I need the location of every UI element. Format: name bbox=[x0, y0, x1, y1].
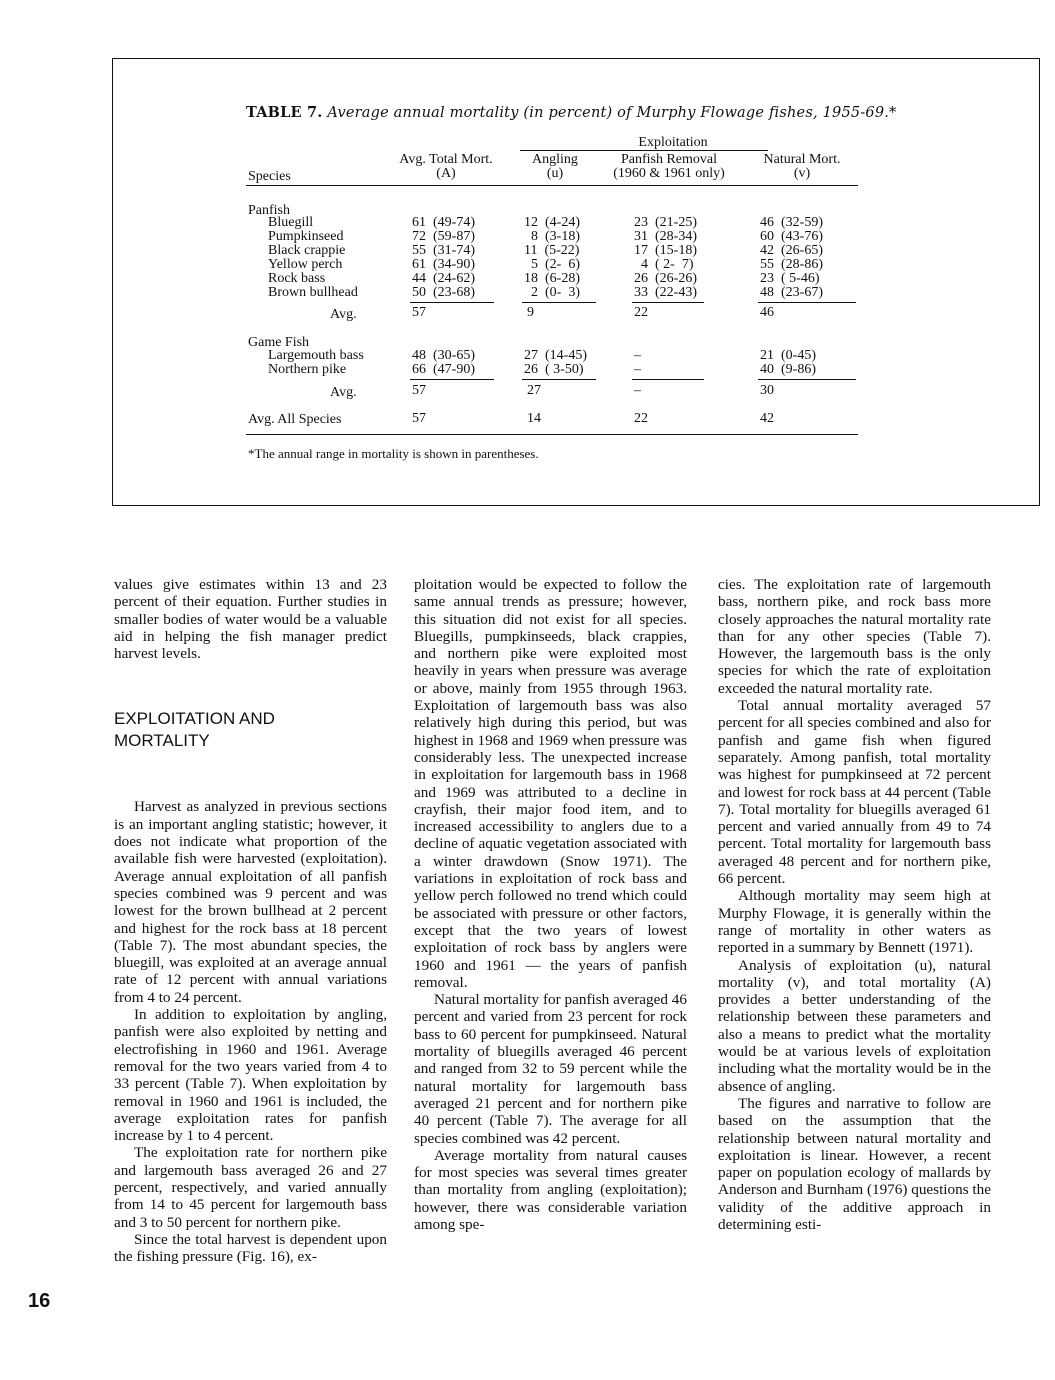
subtotal-rule bbox=[410, 302, 494, 303]
row-angling: 2 (0- 3) bbox=[524, 285, 580, 300]
row-total: 72 (59-87) bbox=[412, 229, 475, 244]
paragraph: Average mortality from natural causes for most species was several times greater than mortality from angling (exploitation); however, there was considerable variation among spe- bbox=[414, 1146, 687, 1233]
section-heading-line-1: EXPLOITATION AND bbox=[114, 709, 275, 729]
avg-natural: 46 bbox=[760, 305, 774, 320]
paragraph: Harvest as analyzed in previous sections is an important angling statistic; however, it does not indicate what proportion of the available fish were harvested (exploitation). Average annual exploitation of all panfish species combined was 9 percent and was lowest for the brown bullhead at 2 percent and highest for the rock bass at 18 percent (Table 7). The most abundant species, the bluegill, was exploited at an average annual rate of 12 percent with annual variations from 4 to 24 percent. bbox=[114, 798, 387, 1006]
row-natural: 60 (43-76) bbox=[760, 229, 823, 244]
row-angling: 8 (3-18) bbox=[524, 229, 580, 244]
header-total-2: (A) bbox=[436, 166, 456, 181]
header-natural-2: (v) bbox=[793, 166, 811, 181]
all-natural: 42 bbox=[760, 411, 774, 426]
header-removal-1: Panfish Removal bbox=[620, 152, 718, 167]
row-angling: 11 (5-22) bbox=[524, 243, 580, 258]
paragraph: Although mortality may seem high at Murphy Flowage, it is generally within the range of mortality in other waters as reported in a summary by Bennett (1971). bbox=[718, 887, 991, 957]
row-species: Rock bass bbox=[268, 271, 326, 286]
row-species: Brown bullhead bbox=[268, 285, 358, 300]
row-removal: 26 (26-26) bbox=[634, 271, 697, 286]
row-species: Yellow perch bbox=[268, 257, 343, 272]
group-game-fish: Game Fish bbox=[248, 335, 310, 350]
avg-removal: 22 bbox=[634, 305, 648, 320]
text-column-2 bbox=[414, 576, 687, 1233]
avg-total: 57 bbox=[412, 383, 426, 398]
subtotal-rule bbox=[758, 302, 856, 303]
paragraph: The figures and narrative to follow are based on the assumption that the relationship between natural mortality and exploitation is linear. However, a recent paper on population ecology of mallards by Anderson and Burnham (1976) questions the validity of the additive approach in determining esti- bbox=[718, 1094, 991, 1233]
row-natural: 23 ( 5-46) bbox=[760, 271, 820, 286]
header-species: Species bbox=[248, 169, 291, 184]
page-number: 16 bbox=[28, 1290, 51, 1312]
header-exploitation: Exploitation bbox=[638, 135, 708, 150]
subtotal-rule bbox=[522, 379, 596, 380]
row-total: 61 (34-90) bbox=[412, 257, 475, 272]
group-panfish: Panfish bbox=[248, 203, 290, 218]
row-total: 55 (31-74) bbox=[412, 243, 475, 258]
subtotal-rule bbox=[632, 379, 704, 380]
all-removal: 22 bbox=[634, 411, 648, 426]
table-caption-text: Average annual mortality (in percent) of Murphy Flowage fishes, 1955-69.* bbox=[327, 105, 897, 121]
row-angling: 12 (4-24) bbox=[524, 215, 580, 230]
row-species: Black crappie bbox=[268, 243, 346, 258]
row-species: Northern pike bbox=[268, 362, 347, 377]
section-heading-line-2: MORTALITY bbox=[114, 731, 210, 751]
paragraph: Total annual mortality averaged 57 percent for all species combined and also for panfish and game fish when figured separately. Among panfish, total mortality was highest for pumpkinseed at 72 percent and lowest for rock bass at 44 percent (Table 7). Total mortality for bluegills averaged 61 percent and varied annually from 49 to 74 percent. Total mortality for largemouth bass averaged 48 percent and for northern pike, 66 percent. bbox=[718, 697, 991, 888]
row-natural: 48 (23-67) bbox=[760, 285, 823, 300]
row-natural: 46 (32-59) bbox=[760, 215, 823, 230]
subtotal-rule bbox=[410, 379, 494, 380]
row-species: Bluegill bbox=[268, 215, 314, 230]
row-total: 61 (49-74) bbox=[412, 215, 475, 230]
paragraph: Since the total harvest is dependent upon the fishing pressure (Fig. 16), ex- bbox=[114, 1230, 387, 1266]
row-total: 48 (30-65) bbox=[412, 348, 475, 363]
header-rule bbox=[246, 185, 858, 186]
all-species-label: Avg. All Species bbox=[248, 412, 342, 427]
paragraph: ploitation would be expected to follow the same annual trends as pressure; however, this situation did not exist for all species. Bluegills, pumpkinseeds, black crappies, and northern pike were exploited most heavily in years when pressure was average or above, mainly from 1955 through 1963. Exploitation of largemouth bass was also relatively high during this period, but was highest in 1968 and 1969 when pressure was considerably less. The unexpected increase in exploitation for largemouth bass in 1968 and 1969 was attributed to a decline in crayfish, their major food item, and to increased accessibility to anglers due to a decline of aquatic vegetation associated with a winter drawdown (Snow 1971). The variations in exploitation of rock bass and yellow perch followed no trend which could be associated with pressure or other factors, except that the two years of lowest exploitation of rock bass by anglers were 1960 and 1961 — the years of panfish removal. bbox=[414, 576, 687, 991]
row-angling: 18 (6-28) bbox=[524, 271, 580, 286]
header-angling-2: (u) bbox=[546, 166, 564, 181]
subtotal-rule bbox=[632, 302, 704, 303]
avg-removal: – bbox=[634, 383, 641, 398]
text-column-1 bbox=[114, 576, 387, 1266]
all-total: 57 bbox=[412, 411, 426, 426]
header-total-1: Avg. Total Mort. bbox=[399, 152, 493, 167]
table-caption bbox=[246, 104, 897, 121]
row-total: 44 (24-62) bbox=[412, 271, 475, 286]
row-removal: 23 (21-25) bbox=[634, 215, 697, 230]
row-natural: 40 (9-86) bbox=[760, 362, 816, 377]
paragraph: Natural mortality for panfish averaged 46 percent and varied from 23 percent for rock bass to 60 percent for pumpkinseed. Natural mortality of bluegills averaged 46 percent and ranged from 32 to 59 percent while the natural mortality for largemouth bass averaged 21 percent and for northern pike 40 percent (Table 7). The average for all species combined was 42 percent. bbox=[414, 991, 687, 1147]
row-removal: – bbox=[634, 348, 641, 363]
table-label: TABLE 7. bbox=[246, 104, 323, 121]
subtotal-rule bbox=[522, 302, 596, 303]
paragraph: In addition to exploitation by angling, panfish were also exploited by netting and electrofishing in 1960 and 1961. Average removal for the two years varied from 4 to 33 percent (Table 7). When exploitation by removal in 1960 and 1961 is included, the average exploitation rates for panfish increase by 1 to 4 percent. bbox=[114, 1006, 387, 1145]
row-species: Pumpkinseed bbox=[268, 229, 344, 244]
row-removal: 33 (22-43) bbox=[634, 285, 697, 300]
paragraph: cies. The exploitation rate of largemouth bass, northern pike, and rock bass more closely approaches the natural mortality rate than for any other species (Table 7). However, the largemouth bass is the only species for which the rate of exploitation exceeded the natural mortality rate. bbox=[718, 576, 991, 697]
avg-angling: 27 bbox=[527, 383, 541, 398]
avg-natural: 30 bbox=[760, 383, 774, 398]
row-natural: 55 (28-86) bbox=[760, 257, 823, 272]
paragraph: values give estimates within 13 and 23 percent of their equation. Further studies in smaller bodies of water would be a valuable aid in helping the fish manager predict harvest levels. bbox=[114, 576, 387, 663]
row-angling: 26 ( 3-50) bbox=[524, 362, 584, 377]
avg-label: Avg. bbox=[330, 307, 357, 322]
row-total: 66 (47-90) bbox=[412, 362, 475, 377]
row-removal: 4 ( 2- 7) bbox=[634, 257, 694, 272]
subtotal-rule bbox=[758, 379, 856, 380]
avg-label: Avg. bbox=[330, 385, 357, 400]
header-removal-2: (1960 & 1961 only) bbox=[613, 166, 725, 181]
paragraph: The exploitation rate for northern pike and largemouth bass averaged 26 and 27 percent, respectively, and varied annually from 14 to 45 percent for largemouth bass and 3 to 50 percent for northern pike. bbox=[114, 1144, 387, 1231]
row-removal: 31 (28-34) bbox=[634, 229, 697, 244]
paragraph: Analysis of exploitation (u), natural mortality (v), and total mortality (A) provides a better understanding of the relationship between these parameters and also a means to predict what the mortality would be at various levels of exploitation including what the mortality would be in the absence of angling. bbox=[718, 956, 991, 1095]
text-column-3 bbox=[718, 576, 991, 1233]
table-bottom-rule bbox=[246, 434, 858, 435]
row-removal: 17 (15-18) bbox=[634, 243, 697, 258]
row-total: 50 (23-68) bbox=[412, 285, 475, 300]
row-species: Largemouth bass bbox=[268, 348, 364, 363]
row-angling: 5 (2- 6) bbox=[524, 257, 580, 272]
avg-angling: 9 bbox=[527, 305, 534, 320]
all-angling: 14 bbox=[527, 411, 541, 426]
header-rule-exploitation bbox=[520, 150, 768, 151]
table-footnote: *The annual range in mortality is shown in parentheses. bbox=[248, 446, 539, 461]
row-angling: 27 (14-45) bbox=[524, 348, 587, 363]
header-natural-1: Natural Mort. bbox=[763, 152, 841, 167]
avg-total: 57 bbox=[412, 305, 426, 320]
row-natural: 21 (0-45) bbox=[760, 348, 816, 363]
row-natural: 42 (26-65) bbox=[760, 243, 823, 258]
header-angling-1: Angling bbox=[532, 152, 578, 167]
row-removal: – bbox=[634, 362, 641, 377]
section-heading bbox=[114, 708, 387, 752]
